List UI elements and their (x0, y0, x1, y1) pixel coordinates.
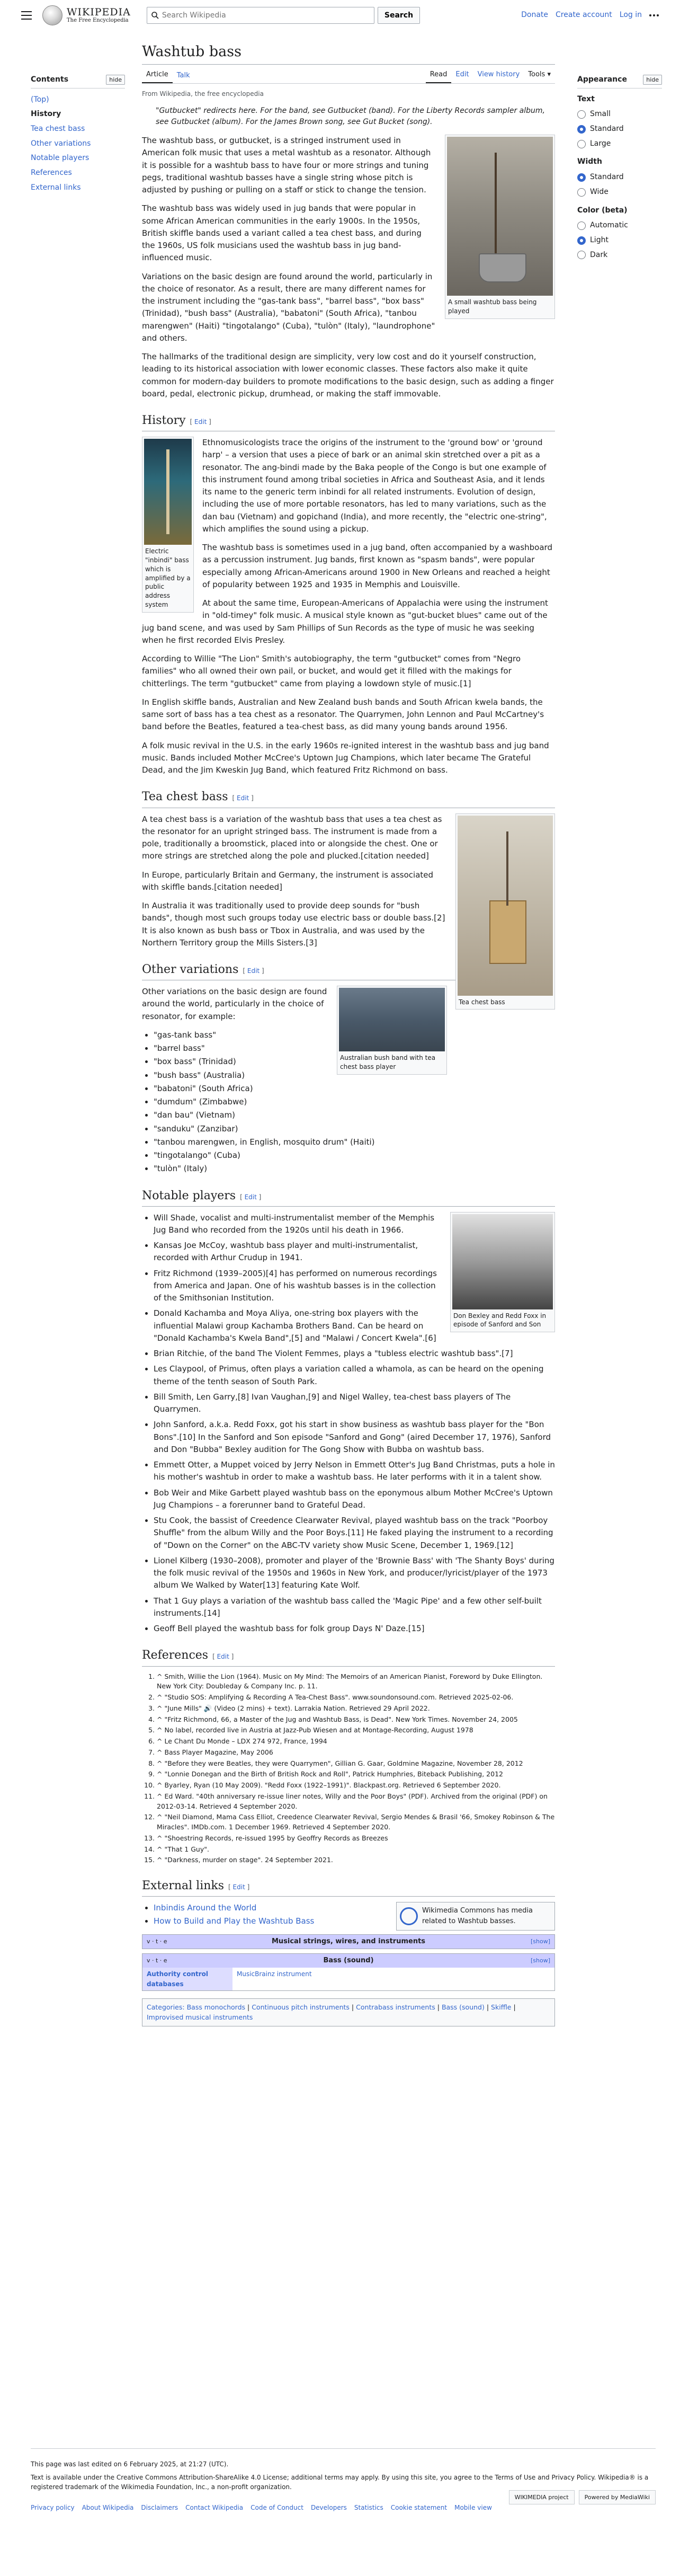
list-item: • Fritz Richmond (1939–2005)[4] has performed on numerous recordings from America and Japan. One of his washtub basses is in the collection of the Smithsonian Institution. (154, 1268, 555, 1305)
edit-section-link[interactable]: [ Edit ] (243, 967, 264, 975)
other-intro: Other variations on the basic design are found around the world, particularly in the choice of resonator, for example: (142, 987, 327, 1021)
footer-link[interactable]: Disclaimers (141, 2503, 178, 2511)
list-item: • "dumdum" (Zimbabwe) (154, 1096, 555, 1108)
appearance-panel (577, 74, 662, 262)
players-caption: Don Bexley and Redd Foxx in episode of Sanford and Son (453, 1312, 547, 1329)
section-heading-tea-chest-bass: Tea chest bass [ Edit ] (142, 788, 555, 808)
from-wikipedia: From Wikipedia, the free encyclopedia (142, 90, 264, 98)
section-heading-other-variations: Other variations [ Edit ] (142, 961, 555, 980)
tea-paragraph: In Europe, particularly Britain and Germany, the instrument is associated with skiffle bands.[citation needed] (142, 870, 434, 892)
navbox-vte[interactable]: v · t · e (147, 1938, 167, 1945)
edit-section-link[interactable]: [ Edit ] (228, 1883, 250, 1891)
history-figure (142, 437, 194, 613)
intro-paragraph: Variations on the basic design are found around the world, particularly in the choice of resonator. As a result, there are many different names for the instrument including the "gas-tank bass", "barrel bass", "box bass" (Trinidad), "bush bass" (Australia), "babatoni" (South Africa), "tanbou marengwen" (Haiti) "tingotalango" (Cuba), "tulòn" (Italy), "laundrophone" and others. (142, 271, 435, 343)
toc-item-tea-chest-bass[interactable]: Tea chest bass (31, 125, 85, 134)
wikimedia-logo[interactable]: WIKIMEDIA project (509, 2490, 575, 2504)
create-account-link[interactable]: Create account (556, 11, 612, 20)
license-text: Text is available under the Creative Commons Attribution-ShareAlike 4.0 License; additional terms may apply. By using this site, you agree to the Terms of Use and Privacy Policy. Wikipedia® is a registered trademark of the Wikimedia Foundation, Inc., a non-profit organization. (31, 2473, 649, 2491)
list-item: • Donald Kachamba and Moya Aliya, one-string box players with the influential Malawi group Kachamba Brothers Band. Can be heard on "Donald Kachamba's Kwela Band",[5] and "Malawi / Concert Kwela".[6] (154, 1307, 555, 1344)
reference-item: 5. ^ No label, recorded live in Austria at Jazz-Pub Wiesen and at Montage-Recording, August 1978 (157, 1725, 555, 1736)
navbox-row-strings[interactable]: v · t · e Musical strings, wires, and instruments [show] (142, 1935, 554, 1949)
list-item: • Will Shade, vocalist and multi-instrumentalist member of the Memphis Jug Band who recorded from the 1920s until his death in 1966. (154, 1212, 555, 1237)
footer-link[interactable]: Mobile view (454, 2503, 492, 2511)
intro-caption: A small washtub bass being played (448, 298, 537, 315)
section-heading-history: History [ Edit ] (142, 412, 555, 431)
text-size-small[interactable]: Small (577, 107, 662, 122)
navbox-show-button[interactable]: [show] (530, 1957, 550, 1964)
history-paragraph: The washtub bass is sometimes used in a jug band, often accompanied by a washboard as a percussion instrument. Jug bands, first known as "spasm bands", were popular especially among African-Americans around 1900 in New Orleans and reached a height of popularity between 1925 and 1935 in Memphis and Louisville. (202, 543, 552, 589)
tea-chest-figure (455, 813, 555, 1010)
list-item: • That 1 Guy plays a variation of the washtub bass called the 'Magic Pipe' and a few other self-built instruments.[14] (154, 1595, 555, 1620)
section-heading-references: References [ Edit ] (142, 1646, 555, 1666)
list-item: • Bill Smith, Len Garry,[8] Ivan Vaughan,[9] and Nigel Walley, tea-chest bass players of The Quarrymen. (154, 1391, 555, 1416)
category-link[interactable]: Skiffle (491, 2003, 512, 2012)
category-link[interactable]: Improvised musical instruments (147, 2013, 253, 2022)
section-heading-external-links: External links [ Edit ] (142, 1877, 555, 1897)
reference-item: 9. ^ "Lonnie Donegan and the Birth of British Rock and Roll", Patrick Humphries, Biteback Publishing, 2012 (157, 1769, 555, 1780)
footer-link[interactable]: Developers (310, 2503, 347, 2511)
reference-item: 3. ^ "June Mills" 🔊 (Video (2 mins) + text). Larrakia Nation. Retrieved 29 April 2022. (157, 1704, 555, 1714)
list-item: • "tingotalango" (Cuba) (154, 1149, 555, 1162)
edit-section-link[interactable]: [ Edit ] (240, 1193, 262, 1201)
navbox-vte[interactable]: v · t · e (147, 1957, 167, 1964)
list-item: • Emmett Otter, a Muppet voiced by Jerry Nelson in Emmett Otter's Jug Band Christmas, puts a hole in his mother's washtub in order to make a washtub bass. He later performs with it in a talent show. (154, 1459, 555, 1484)
list-item: • Lionel Kilberg (1930–2008), promoter and player of the 'Brownie Bass' with 'The Shanty Boys' during the folk music revival of the 1950s and 1960s in New York, and producer/lyricist/player of the 1973 album We Walked by Water[13] featuring Kate Wolf. (154, 1555, 555, 1592)
categories-label[interactable]: Categories: (147, 2003, 185, 2012)
section-heading-notable-players: Notable players [ Edit ] (142, 1187, 555, 1207)
reference-item: 13. ^ "Shoestring Records, re-issued 1995 by Geoffry Records as Breezes (157, 1834, 555, 1844)
category-link[interactable]: Bass monochords (186, 2003, 246, 2012)
list-item: • "dan bau" (Vietnam) (154, 1109, 555, 1121)
history-caption: Electric "inbindi" bass which is amplified by a public address system (145, 547, 191, 608)
page-title: Washtub bass (142, 42, 555, 65)
toc-item-other-variations[interactable]: Other variations (31, 139, 91, 148)
color-automatic[interactable]: Automatic (577, 218, 662, 233)
footer-link[interactable]: Cookie statement (390, 2503, 448, 2511)
history-paragraph: Ethnomusicologists trace the origins of the instrument to the 'ground bow' or 'ground harp' – a version that uses a piece of bark or an animal skin stretched over a pit as a resonator. The ang-bindi made by the Baka people of the Congo is but one example of this instrument found among tribal societies in Africa and Southeast Asia, and it lends its name to the generic term inbindi for all related instruments. Evolution of design, including the use of more portable resonators, has led to many variations, such as the dan bau (Vietnam) and gopichand (India), and more recently, the "electric one-string", which amplifies the sound using a pickup. (202, 438, 547, 534)
navbox-row-bass[interactable]: v · t · e Bass (sound) [show] (142, 1954, 554, 1968)
sanford-son-photo[interactable] (452, 1214, 553, 1309)
tools-menu[interactable]: Tools ▾ (528, 70, 551, 78)
footer-link[interactable]: About Wikipedia (82, 2503, 134, 2511)
width-wide[interactable]: Wide (577, 185, 662, 200)
mediawiki-logo[interactable]: Powered by MediaWiki (579, 2490, 656, 2504)
donate-link[interactable]: Donate (521, 11, 549, 20)
reference-item: 7. ^ Bass Player Magazine, May 2006 (157, 1748, 555, 1758)
list-item: • "tanbou marengwen, in English, mosquito drum" (Haiti) (154, 1136, 555, 1148)
category-link[interactable]: Bass (sound) (441, 2003, 485, 2012)
appearance-title: Appearance (577, 75, 627, 84)
toc-item-top[interactable]: (Top) (31, 95, 49, 104)
tab-article[interactable]: Article (142, 67, 173, 83)
toc-item-external-links[interactable]: External links (31, 183, 81, 192)
article-content (142, 42, 555, 2026)
color-light[interactable]: Light (577, 233, 662, 248)
history-paragraph: According to Willie "The Lion" Smith's autobiography, the term "gutbucket" comes from "Negro families" who all owned their own pail, or bucket, and would get it filled with the makings for chitterlings. The term "gutbucket" came from playing a lowdown style of music.[1] (142, 654, 521, 688)
color-label: Color (beta) (577, 206, 628, 215)
list-item: • Kansas Joe McCoy, washtub bass player and multi-instrumentalist, recorded with Arthur Crudup in 1941. (154, 1240, 555, 1264)
list-item: • Geoff Bell played the washtub bass for folk group Days N' Daze.[15] (154, 1623, 555, 1635)
list-item: • Bob Weir and Mike Garbett played washtub bass on the eponymous album Mother McCree's Uptown Jug Champions – a forerunner band to Grateful Dead. (154, 1487, 555, 1512)
navbox (142, 1953, 555, 1991)
list-item: • Brian Ritchie, of the band The Violent Femmes, plays a "tubless electric washtub bass".[7] (154, 1348, 555, 1360)
globe-icon (42, 5, 62, 25)
commons-box[interactable] (396, 1902, 555, 1931)
intro-paragraph: The washtub bass was widely used in jug bands that were popular in some African American communities in the early 1900s. In the 1950s, British skiffle bands used a variant called a tea chest bass, and during the 1960s, US folk musicians used the washtub bass in jug band-influenced music. (142, 203, 422, 263)
toc-item-notable-players[interactable]: Notable players (31, 154, 90, 163)
tab-edit[interactable]: Edit (455, 70, 469, 78)
intro-paragraph: The hallmarks of the traditional design are simplicity, very low cost and do it yourself construction, leading to its historical association with lower economic classes. These factors also make it quite common for modern-day builders to promote modifications to the basic design, such as adding a finger board, pedal, electronic pickup, drumhead, or making the staff immovable. (142, 352, 554, 399)
intro-paragraph: The washtub bass, or gutbucket, is a stringed instrument used in American folk music that uses a metal washtub as a resonator. Although it is possible for a washtub bass to have four or more strings and tuning pegs, traditional washtub basses have a single string whose pitch is adjusted by pushing or pulling on a staff or stick to change the tension. (142, 136, 431, 195)
toc-item-history[interactable]: History (31, 110, 61, 119)
list-item: • John Sanford, a.k.a. Redd Foxx, got his start in show business as washtub bass player for the "Bon Bons".[10] In the Sanford and Son episode "Sanford and Gong" (aired December 17, 1976), Sanford and Don "Bubba" Bexley audition for The Gong Show with Bubba on washtub bass. (154, 1419, 555, 1456)
site-tagline: The Free Encyclopedia (67, 17, 129, 24)
authority-control-label[interactable]: Authority control databases (142, 1968, 232, 1990)
bush-band-caption: Australian bush band with tea chest bass player (340, 1054, 436, 1070)
search-box[interactable] (147, 7, 374, 24)
list-item: • "gas-tank bass" (154, 1029, 555, 1041)
external-link[interactable]: • Inbindis Around the World (154, 1902, 555, 1914)
reference-item: 11. ^ Ed Ward. "40th anniversary re-issue liner notes, Willy and the Poor Boys" (PDF). Archived from the original (PDF) on 2012-03-14. Retrieved 4 September 2020. (157, 1792, 555, 1812)
last-edited: This page was last edited on 6 February 2025, at 21:27 (UTC). (31, 2460, 229, 2468)
hatnote: "Gutbucket" redirects here. For the band, see Gutbucket (band). For the Liberty Records sampler album, see Gutbucket (album). For the James Brown song, see Gut Bucket (song). (156, 106, 545, 127)
edit-section-link[interactable]: [ Edit ] (190, 418, 211, 426)
list-item: • "bush bass" (Australia) (154, 1069, 555, 1082)
history-paragraph: At about the same time, European-Americans of Appalachia were using the instrument in "old-timey" folk music. A musical style known as "gut-bucket blues" came out of the jug band scene, and was used by Sam Phillips of Sun Records as the type of music he was seeking when he first recorded Elvis Presley. (142, 598, 548, 645)
footer-link[interactable]: Contact Wikipedia (185, 2503, 244, 2511)
log-in-link[interactable]: Log in (619, 11, 642, 20)
text-size-standard[interactable]: Standard (577, 122, 662, 137)
players-figure (450, 1212, 555, 1333)
edit-section-link[interactable]: [ Edit ] (232, 794, 254, 802)
tea-chest-bass-photo[interactable] (458, 816, 553, 996)
wikipedia-logo[interactable] (42, 5, 131, 25)
tea-chest-caption: Tea chest bass (459, 998, 505, 1006)
page-footer (31, 2448, 656, 2512)
reference-item: 12. ^ "Neil Diamond, Mama Cass Elliot, Creedence Clearwater Revival, Sergio Mendes & Brasil '66, Smokey Robinson & The Miracles". IMDb.com. 1 December 1969. Retrieved 4 September 2020. (157, 1812, 555, 1833)
footer-link[interactable]: Statistics (354, 2503, 383, 2511)
site-header (0, 0, 680, 31)
footer-link[interactable]: Privacy policy (31, 2503, 75, 2511)
reference-item: 4. ^ "Fritz Richmond, 66, a Master of the Jug and Washtub Bass, is Dead". New York Times. November 24, 2005 (157, 1715, 555, 1725)
list-item: • "box bass" (Trinidad) (154, 1056, 555, 1068)
main-menu-icon[interactable] (21, 11, 32, 20)
navbox-show-button[interactable]: [show] (530, 1938, 550, 1945)
navbox (142, 1934, 555, 1949)
list-item: • Stu Cook, the bassist of Creedence Clearwater Revival, played washtub bass on the track "Poorboy Shuffle" from the album Willy and the Poor Boys.[11] He faked playing the instrument to a recording of "Down on the Corner" on the ABC-TV variety show Music Scene, December 1, 1969.[12] (154, 1515, 555, 1552)
washtub-bass-photo[interactable] (447, 137, 553, 296)
history-paragraph: A folk music revival in the U.S. in the early 1960s re-ignited interest in the washtub bass and jug band music. Bands included Mother McCree's Uptown Jug Champions, which later became The Grateful Dead, and the Jim Kweskin Jug Band, which featured Fritz Richmond on bass. (142, 740, 549, 775)
electric-inbindi-photo[interactable] (144, 439, 192, 545)
list-item: • "babatoni" (South Africa) (154, 1083, 555, 1095)
reference-item: 1. ^ Smith, Willie the Lion (1964). Music on My Mind: The Memoirs of an American Pianist, Foreword by Duke Ellington. New York City: Doubleday & Company Inc. p. 11. (157, 1672, 555, 1692)
width-label: Width (577, 157, 602, 166)
toc-item-references[interactable]: References (31, 169, 72, 178)
bush-band-photo[interactable] (339, 988, 445, 1051)
external-link[interactable]: • How to Build and Play the Washtub Bass (154, 1915, 555, 1927)
commons-text: Wikimedia Commons has media related to Washtub basses. (422, 1907, 533, 1926)
tab-talk[interactable]: Talk (176, 71, 190, 79)
tab-view-history[interactable]: View history (477, 70, 520, 78)
appearance-hide-button[interactable]: hide (643, 75, 662, 85)
list-item: • "barrel bass" (154, 1042, 555, 1055)
reference-item: 6. ^ Le Chant Du Monde – LDX 274 972, France, 1994 (157, 1737, 555, 1747)
musicbrainz-link[interactable]: MusicBrainz instrument (237, 1970, 312, 1978)
list-item: • Les Claypool, of Primus, often plays a variation called a whamola, as can be heard on the opening theme of the tenth season of South Park. (154, 1363, 555, 1388)
commons-logo-icon (400, 1907, 418, 1925)
table-of-contents (31, 74, 125, 196)
color-dark[interactable]: Dark (577, 248, 662, 263)
more-options-icon[interactable] (649, 14, 659, 16)
authority-control (142, 1968, 554, 1990)
search-input[interactable] (162, 11, 370, 20)
references-list (157, 1672, 555, 1866)
tea-paragraph: In Australia it was traditionally used to provide deep sounds for "bush bands", though most such groups today use electric bass or double bass.[2] It is also known as bush bass or Tbox in Australia, and was used by the Northern Territory group the Mills Sisters.[3] (142, 901, 445, 948)
page-tabs (142, 68, 555, 84)
edit-section-link[interactable]: [ Edit ] (212, 1653, 234, 1661)
reference-item: 8. ^ "Before they were Beatles, they were Quarrymen", Gillian G. Gaar, Goldmine Magazine, November 28, 2012 (157, 1759, 555, 1769)
toc-title: Contents (31, 75, 69, 84)
list-item: • "sanduku" (Zanzibar) (154, 1123, 555, 1135)
categories-box: Categories: Bass monochords | Continuous pitch instruments | Contrabass instruments | Bass (sound) | Skiffle | Improvised musical instruments (142, 1998, 555, 2026)
reference-item: 14. ^ "That 1 Guy". (157, 1845, 555, 1855)
site-name: WIKIPEDIA (67, 6, 131, 18)
footer-link[interactable]: Code of Conduct (250, 2503, 303, 2511)
width-standard[interactable]: Standard (577, 170, 662, 185)
toc-hide-button[interactable]: hide (106, 75, 125, 85)
search-icon (151, 12, 159, 19)
intro-figure (445, 135, 555, 319)
reference-item: 10. ^ Byarley, Ryan (10 May 2009). "Redd Foxx (1922–1991)". Blackpast.org. Retrieved 6 September 2020. (157, 1781, 555, 1791)
text-size-large[interactable]: Large (577, 137, 662, 152)
reference-item: 2. ^ "Studio SOS: Amplifying & Recording A Tea-Chest Bass". www.soundonsound.com. Retrieved 2025-02-06. (157, 1693, 555, 1703)
reference-item: 15. ^ "Darkness, murder on stage". 24 September 2021. (157, 1855, 555, 1865)
list-item: • "tulòn" (Italy) (154, 1163, 555, 1175)
bush-band-figure (337, 986, 447, 1075)
text-size-label: Text (577, 94, 595, 103)
history-paragraph: In English skiffle bands, Australian and New Zealand bush bands and South African kwela bands, the same sort of bass has a tea chest as a resonator. The Quarrymen, John Lennon and Paul McCartney's band before the Beatles, featured a tea-chest bass, as did many young bands around 1956. (142, 697, 544, 732)
tab-read[interactable]: Read (426, 67, 452, 83)
tea-paragraph: A tea chest bass is a variation of the washtub bass that uses a tea chest as the resonator for an upright stringed bass. The instrument is made from a pole, traditionally a broomstick, placed into or alongside the chest. One or more strings are stretched along the pole and plucked.[citation needed] (142, 814, 442, 861)
category-link[interactable]: Continuous pitch instruments (252, 2003, 350, 2012)
search-button[interactable]: Search (378, 7, 420, 24)
category-link[interactable]: Contrabass instruments (356, 2003, 435, 2012)
